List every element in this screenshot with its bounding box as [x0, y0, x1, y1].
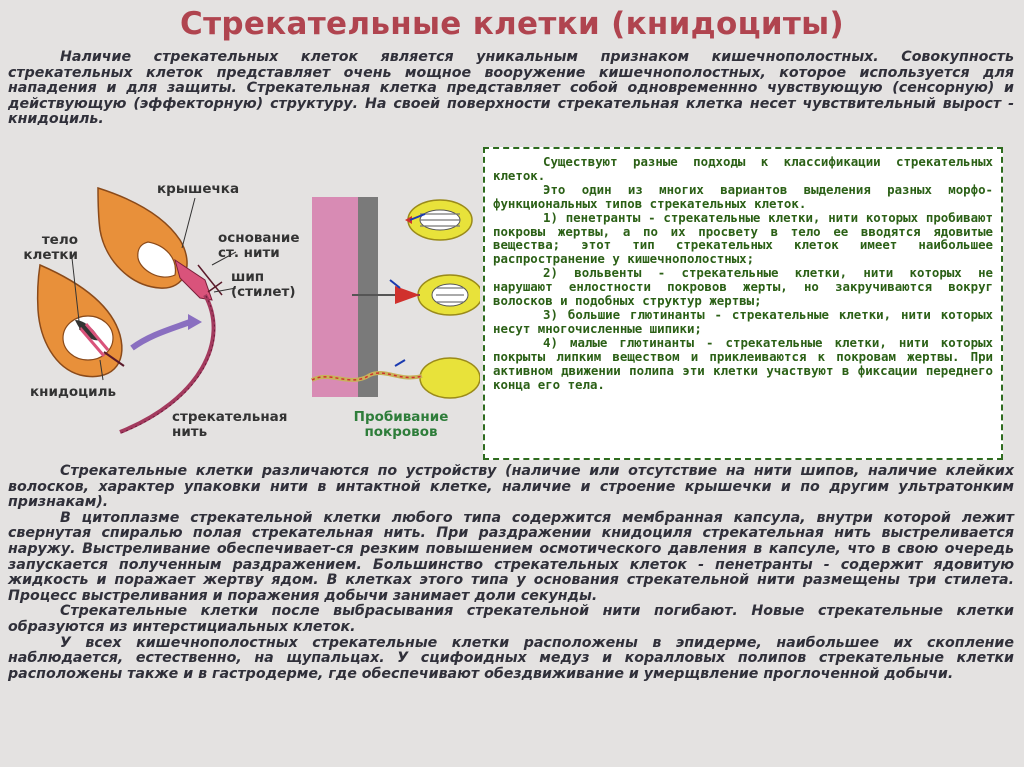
- prey-tissue-panel: [312, 197, 358, 397]
- label-telo: тело клетки: [23, 232, 78, 263]
- lower-paragraph-3: Стрекательные клетки после выбрасывания стрекательной нити погибают. Новые стрекательные клетки образуются из интерстициальных клеток.: [8, 603, 1014, 635]
- label-osnovanie: основание ст. нити: [218, 230, 300, 261]
- prey-cuticle-panel: [358, 197, 378, 397]
- lower-paragraph-2: В цитоплазме стрекательной клетки любого типа содержится мембранная капсула, внутри которой лежит свернутая спиралью полая стрекательная нить. При раздражении книдоциля стрекательная нить выстреливается наружу. Выстреливание обеспечивает-ся резким повышением осмотического давления в капсуле, что в свою очередь запускается полученным раздражением. Большинство стрекательных клеток - пенетранты - содержит ядовитую жидкость и поражает жертву ядом. В клетках этого типа у основания стрекательной нити размещены три стилета. Процесс выстреливания и поражения добычи занимает доли секунды.: [8, 509, 1014, 604]
- page-title: Стрекательные клетки (книдоциты): [180, 6, 844, 42]
- label-knidocil: книдоциль: [30, 384, 117, 400]
- resting-cell-illustration: [38, 265, 124, 377]
- classification-variant: Это один из многих вариантов выделения разных морфо-функциональных типов стрекательных клеток.: [493, 181, 993, 211]
- label-nit: стрекательная нить: [172, 409, 288, 440]
- lower-paragraph-4: У всех кишечнополостных стрекательные клетки расположены в эпидерме, наибольшее их скопление наблюдается, естественно, на щупальцах. У сцифоидных медуз и коралловых полипов стрекательные клетки расположены также и в гастродерме, где обеспечивают обездвиживание и умерщвление проглоченной добычи.: [8, 634, 1014, 682]
- intro-text: Наличие стрекательных клеток является уникальным признаком кишечнополостных. Совокупность стрекательных клеток представляет очень мощное вооружение кишечнополостных, которое используется для нападения и для защиты. Стрекательная клетка представляет собой одновременнно чувствующую (сенсорную) и действующую (эффекторную) структуру. На своей поверхности стрекательная клетка несет чувствительный вырост - книдоциль.: [8, 49, 1014, 128]
- lower-text-block: [8, 464, 1014, 682]
- classification-type-2: 2) вольвенты - стрекательные клетки, нити которых не нарушают енлостности покровов жерты, но закручиваются вокруг волосков и подобных структур жертвы;: [493, 265, 993, 309]
- label-probivanie: Пробивание покровов: [353, 409, 449, 440]
- label-ship: шип (стилет): [231, 269, 296, 300]
- classification-type-1: 1) пенетранты - стрекательные клетки, нити которых пробивают покровы жертвы, а по их просвету в тело ее вводятся ядовитые вещества; этот тип стрекательных клеток имеет наибольшее распространение у кишечнополостных;: [493, 209, 993, 267]
- classification-type-3: 3) большие глютинанты - стрекательные клетки, нити которых несут многочисленные шипики;: [493, 306, 993, 336]
- classification-type-4: 4) малые глютинанты - стрекательные клетки, нити которых покрыты липким веществом и приклеиваются к покровам жертвы. При активном движении полипа эти клетки участвуют в фиксации переднего конца его тела.: [493, 334, 993, 392]
- label-kryshechka: крышечка: [157, 181, 240, 197]
- discharged-cell-illustration: [98, 188, 222, 433]
- classification-intro: Существуют разные подходы к классификации стрекательных клеток.: [493, 154, 993, 183]
- lower-paragraph-1: Стрекательные клетки различаются по устройству (наличие или отсутствие на нити шипов, наличие клейких волосков, характер упаковки нити в интактной клетке, наличие и строение крышечки и по другим ультратонким признакам).: [8, 463, 1014, 511]
- penetrant-thread-illustration: [405, 200, 472, 240]
- classification-box: [483, 147, 1003, 460]
- intro-paragraph: [8, 50, 1014, 128]
